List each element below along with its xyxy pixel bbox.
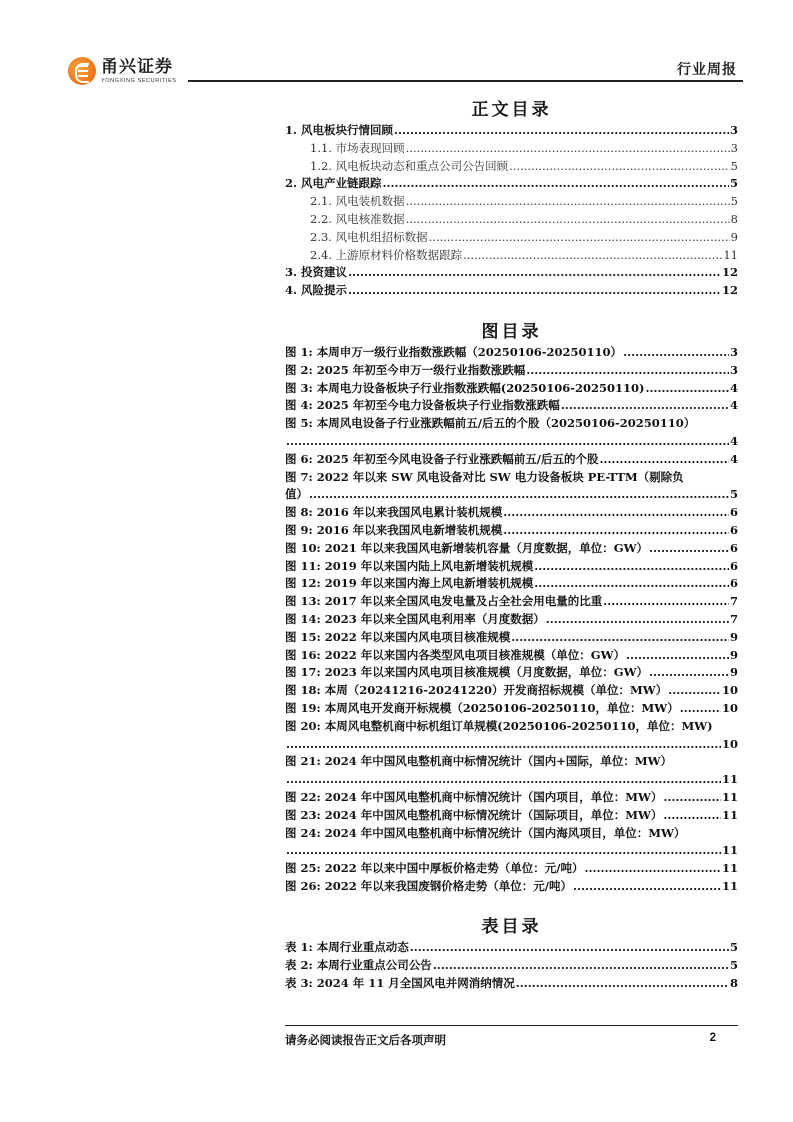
toc-entry-page: 10 [721, 700, 738, 715]
toc-entry[interactable] [285, 433, 738, 451]
footer-disclaimer: 请务必阅读报告正文后各项声明 [285, 1033, 446, 1047]
toc-entry-page: 5 [730, 158, 738, 173]
toc-entry-page: 7 [729, 611, 738, 626]
toc-entry-page: 6 [729, 576, 738, 591]
dot-leader [511, 629, 729, 647]
dot-leader [649, 664, 729, 682]
dot-leader [348, 264, 721, 282]
dot-leader [286, 736, 721, 754]
toc-entry-label: 图 3: 本周电力设备板块子行业指数涨跌幅(20250106-20250110) [285, 380, 645, 395]
toc-entry[interactable] [285, 486, 738, 504]
toc-entry[interactable] [285, 558, 738, 576]
page-footer [285, 1025, 738, 1048]
footer-divider [285, 1025, 738, 1026]
toc-entry-label: 图 14: 2023 年以来全国风电利用率（月度数据） [285, 611, 545, 626]
toc-entry-label: 图 8: 2016 年以来我国风电累计装机规模 [285, 505, 503, 520]
toc-entry-label: 图 1: 本周申万一级行业指数涨跌幅（20250106-20250110） [285, 345, 623, 359]
toc-entry[interactable] [285, 842, 738, 860]
dot-leader [649, 540, 729, 558]
toc-entry-page: 8 [730, 211, 738, 226]
toc-entry-label: 2.2. 风电核准数据 [310, 211, 405, 226]
toc-entry-page: 3 [729, 362, 738, 377]
table-toc-title: 表目录 [481, 917, 542, 937]
toc-entry-label: 2.3. 风电机组招标数据 [310, 229, 428, 244]
toc-entry-page: 6 [729, 522, 738, 537]
figure-toc [285, 320, 738, 896]
toc-entry[interactable] [285, 264, 738, 282]
toc-entry[interactable] [285, 282, 738, 300]
dot-leader [463, 247, 722, 265]
toc-entry-label: 1.2. 风电板块动态和重点公司公告回顾 [310, 158, 509, 173]
toc-entry-page: 11 [721, 789, 738, 804]
toc-entry-label: 值） [285, 487, 308, 502]
toc-entry-label: 1.1. 市场表现回顾 [310, 140, 405, 155]
toc-entry-label: 表 3: 2024 年 11 月全国风电并网消纳情况 [285, 975, 515, 990]
toc-entry-label: 图 19: 本周风电开发商开标规模（20250106-20250110，单位：MW） [285, 700, 679, 715]
toc-entry-page: 12 [721, 265, 738, 280]
toc-entry[interactable] [285, 975, 738, 993]
dot-leader [680, 700, 721, 718]
dot-leader [668, 682, 721, 700]
toc-entry-label[interactable]: 图 7: 2022 年以来 SW 风电设备对比 SW 电力设备板块 PE-TTM（剔除负 [285, 469, 684, 484]
dot-leader [599, 451, 729, 469]
toc-entry[interactable] [285, 611, 738, 629]
toc-entry[interactable] [285, 362, 738, 380]
toc-entry-label: 图 23: 2024 年中国风电整机商中标情况统计（国际项目，单位：MW） [285, 807, 663, 822]
toc-entry-page: 11 [721, 843, 738, 858]
dot-leader [603, 593, 729, 611]
dot-leader [573, 878, 721, 896]
toc-entry-label: 图 12: 2019 年以来国内海上风电新增装机规模 [285, 576, 534, 591]
toc-entry-page: 8 [729, 975, 738, 990]
toc-entry[interactable] [285, 175, 738, 193]
dot-leader [406, 140, 730, 158]
toc-entry-page: 11 [723, 247, 738, 262]
dot-leader [626, 647, 729, 665]
toc-entry-label: 2.1. 风电装机数据 [310, 194, 405, 209]
toc-entry[interactable] [285, 629, 738, 647]
toc-entry-page: 6 [729, 540, 738, 555]
toc-entry[interactable] [285, 122, 738, 140]
header-divider [188, 80, 743, 82]
toc-entry-page: 9 [729, 665, 738, 680]
toc-entry-label: 图 11: 2019 年以来国内陆上风电新增装机规模 [285, 558, 534, 573]
logo-icon [68, 57, 96, 85]
toc-entry-label: 图 10: 2021 年以来我国风电新增装机容量（月度数据，单位：GW） [285, 540, 648, 555]
toc-entry-label: 图 13: 2017 年以来全国风电发电量及占全社会用电量的比重 [285, 594, 603, 609]
toc-entry-label: 1. 风电板块行情回顾 [285, 123, 394, 137]
dot-leader [623, 344, 729, 362]
toc-entry-label: 图 26: 2022 年以来我国废钢价格走势（单位：元/吨） [285, 878, 572, 893]
toc-entry-page: 3 [729, 123, 738, 137]
report-type: 行业周报 [677, 62, 737, 78]
logo-en-text: YONGXING SECURITIES [101, 77, 177, 84]
toc-entry-page: 4 [729, 398, 738, 413]
toc-entry-label: 4. 风险提示 [285, 283, 348, 298]
toc-entry[interactable] [285, 789, 738, 807]
dot-leader [526, 362, 729, 380]
dot-leader [584, 860, 721, 878]
toc-entry-page: 11 [721, 878, 738, 893]
dot-leader [410, 939, 729, 957]
toc-entry-page: 6 [729, 505, 738, 520]
dot-leader [286, 842, 721, 860]
toc-entry-page: 3 [729, 345, 738, 359]
toc-entry[interactable] [285, 957, 738, 975]
dot-leader [429, 229, 730, 247]
dot-leader [663, 789, 721, 807]
toc-entry-label: 图 6: 2025 年初至今风电设备子行业涨跌幅前五/后五的个股 [285, 451, 599, 466]
toc-entry-label: 图 15: 2022 年以来国内风电项目核准规模 [285, 629, 511, 644]
toc-entry[interactable] [285, 397, 738, 415]
toc-entry[interactable] [285, 522, 738, 540]
toc-entry-page: 12 [721, 283, 738, 298]
toc-entry[interactable] [285, 647, 738, 665]
toc-entry[interactable] [285, 344, 738, 362]
toc-entry-page: 5 [729, 940, 738, 954]
toc-entry[interactable] [285, 575, 738, 593]
dot-leader [546, 611, 729, 629]
toc-entry-page: 5 [729, 176, 738, 191]
toc-entry[interactable] [285, 878, 738, 896]
toc-entry[interactable] [285, 140, 738, 158]
toc-entry[interactable] [285, 540, 738, 558]
dot-leader [348, 282, 721, 300]
dot-leader [286, 771, 721, 789]
toc-entry-label: 图 2: 2025 年初至今申万一级行业指数涨跌幅 [285, 362, 526, 377]
toc-entry-label[interactable]: 图 5: 本周风电设备子行业涨跌幅前五/后五的个股（20250106-20250110） [285, 416, 696, 431]
toc-entry-label: 3. 投资建议 [285, 265, 348, 280]
toc-entry-page: 6 [729, 558, 738, 573]
dot-leader [534, 558, 729, 576]
toc-entry[interactable] [285, 193, 738, 211]
toc-entry[interactable] [285, 158, 738, 176]
logo-cn-text: 甬兴证券 [101, 56, 173, 77]
toc-entry-page: 4 [729, 380, 738, 395]
toc-entry[interactable] [285, 771, 738, 789]
dot-leader [534, 575, 729, 593]
toc-entry-label: 2.4. 上游原材料价格数据跟踪 [310, 247, 463, 262]
dot-leader [516, 975, 729, 993]
toc-entry-label[interactable]: 图 20: 本周风电整机商中标机组订单规模(20250106-20250110，单位：MW) [285, 718, 713, 733]
dot-leader [394, 122, 729, 140]
toc-entry[interactable] [285, 682, 738, 700]
toc-entry-label: 2. 风电产业链跟踪 [285, 176, 382, 191]
dot-leader [509, 158, 730, 176]
toc-entry[interactable] [285, 736, 738, 754]
toc-entry-label: 图 25: 2022 年以来中国中厚板价格走势（单位：元/吨） [285, 861, 584, 876]
toc-entry-page: 5 [730, 194, 738, 209]
toc-entry-label: 表 2: 本周行业重点公司公告 [285, 957, 432, 972]
main-toc [285, 98, 738, 300]
toc-entry[interactable] [285, 247, 738, 265]
toc-entry[interactable] [285, 451, 738, 469]
toc-entry-label: 图 17: 2023 年以来国内风电项目核准规模（月度数据，单位：GW） [285, 665, 648, 680]
toc-entry-label[interactable]: 图 21: 2024 年中国风电整机商中标情况统计（国内+国际，单位：MW） [285, 754, 673, 769]
toc-entry[interactable] [285, 211, 738, 229]
page-number: 2 [709, 1032, 716, 1044]
toc-entry[interactable] [285, 664, 738, 682]
toc-entry[interactable] [285, 700, 738, 718]
dot-leader [503, 522, 729, 540]
dot-leader [503, 504, 729, 522]
page-header [60, 55, 743, 95]
dot-leader [286, 433, 729, 451]
toc-entry-page: 9 [729, 647, 738, 662]
toc-entry-page: 9 [730, 229, 738, 244]
toc-entry[interactable] [285, 229, 738, 247]
toc-entry[interactable] [285, 807, 738, 825]
toc-entry-page: 10 [721, 683, 738, 698]
dot-leader [561, 397, 729, 415]
toc-entry-page: 5 [729, 487, 738, 502]
toc-entry[interactable] [285, 939, 738, 957]
toc-entry-label: 图 16: 2022 年以来国内各类型风电项目核准规模（单位：GW） [285, 647, 625, 662]
dot-leader [663, 807, 721, 825]
toc-entry-label: 表 1: 本周行业重点动态 [285, 940, 409, 954]
dot-leader [645, 380, 729, 398]
toc-entry-page: 7 [729, 594, 738, 609]
toc-entry[interactable] [285, 860, 738, 878]
toc-entry[interactable] [285, 380, 738, 398]
toc-entry-page: 11 [721, 861, 738, 876]
toc-entry-page: 4 [729, 451, 738, 466]
dot-leader [309, 486, 729, 504]
toc-entry[interactable] [285, 593, 738, 611]
figure-toc-title: 图目录 [481, 322, 542, 342]
table-toc [285, 915, 738, 992]
toc-entry-page: 3 [730, 140, 738, 155]
toc-entry-page: 11 [721, 807, 738, 822]
main-toc-title: 正文目录 [471, 100, 552, 120]
toc-entry-label: 图 22: 2024 年中国风电整机商中标情况统计（国内项目，单位：MW） [285, 789, 663, 804]
toc-entry-page: 11 [721, 772, 738, 787]
dot-leader [406, 211, 730, 229]
dot-leader [383, 175, 729, 193]
toc-entry-label[interactable]: 图 24: 2024 年中国风电整机商中标情况统计（国内海风项目，单位：MW） [285, 825, 686, 840]
toc-entry-label: 图 18: 本周（20241216-20241220）开发商招标规模（单位：MW） [285, 683, 668, 698]
toc-entry-page: 4 [729, 433, 738, 448]
dot-leader [433, 957, 729, 975]
toc-entry-label: 图 9: 2016 年以来我国风电新增装机规模 [285, 522, 503, 537]
toc-entry[interactable] [285, 504, 738, 522]
toc-entry-label: 图 4: 2025 年初至今电力设备板块子行业指数涨跌幅 [285, 398, 560, 413]
toc-entry-page: 5 [729, 957, 738, 972]
dot-leader [406, 193, 730, 211]
toc-entry-page: 10 [721, 736, 738, 751]
toc-entry-page: 9 [729, 629, 738, 644]
company-logo [68, 57, 177, 85]
